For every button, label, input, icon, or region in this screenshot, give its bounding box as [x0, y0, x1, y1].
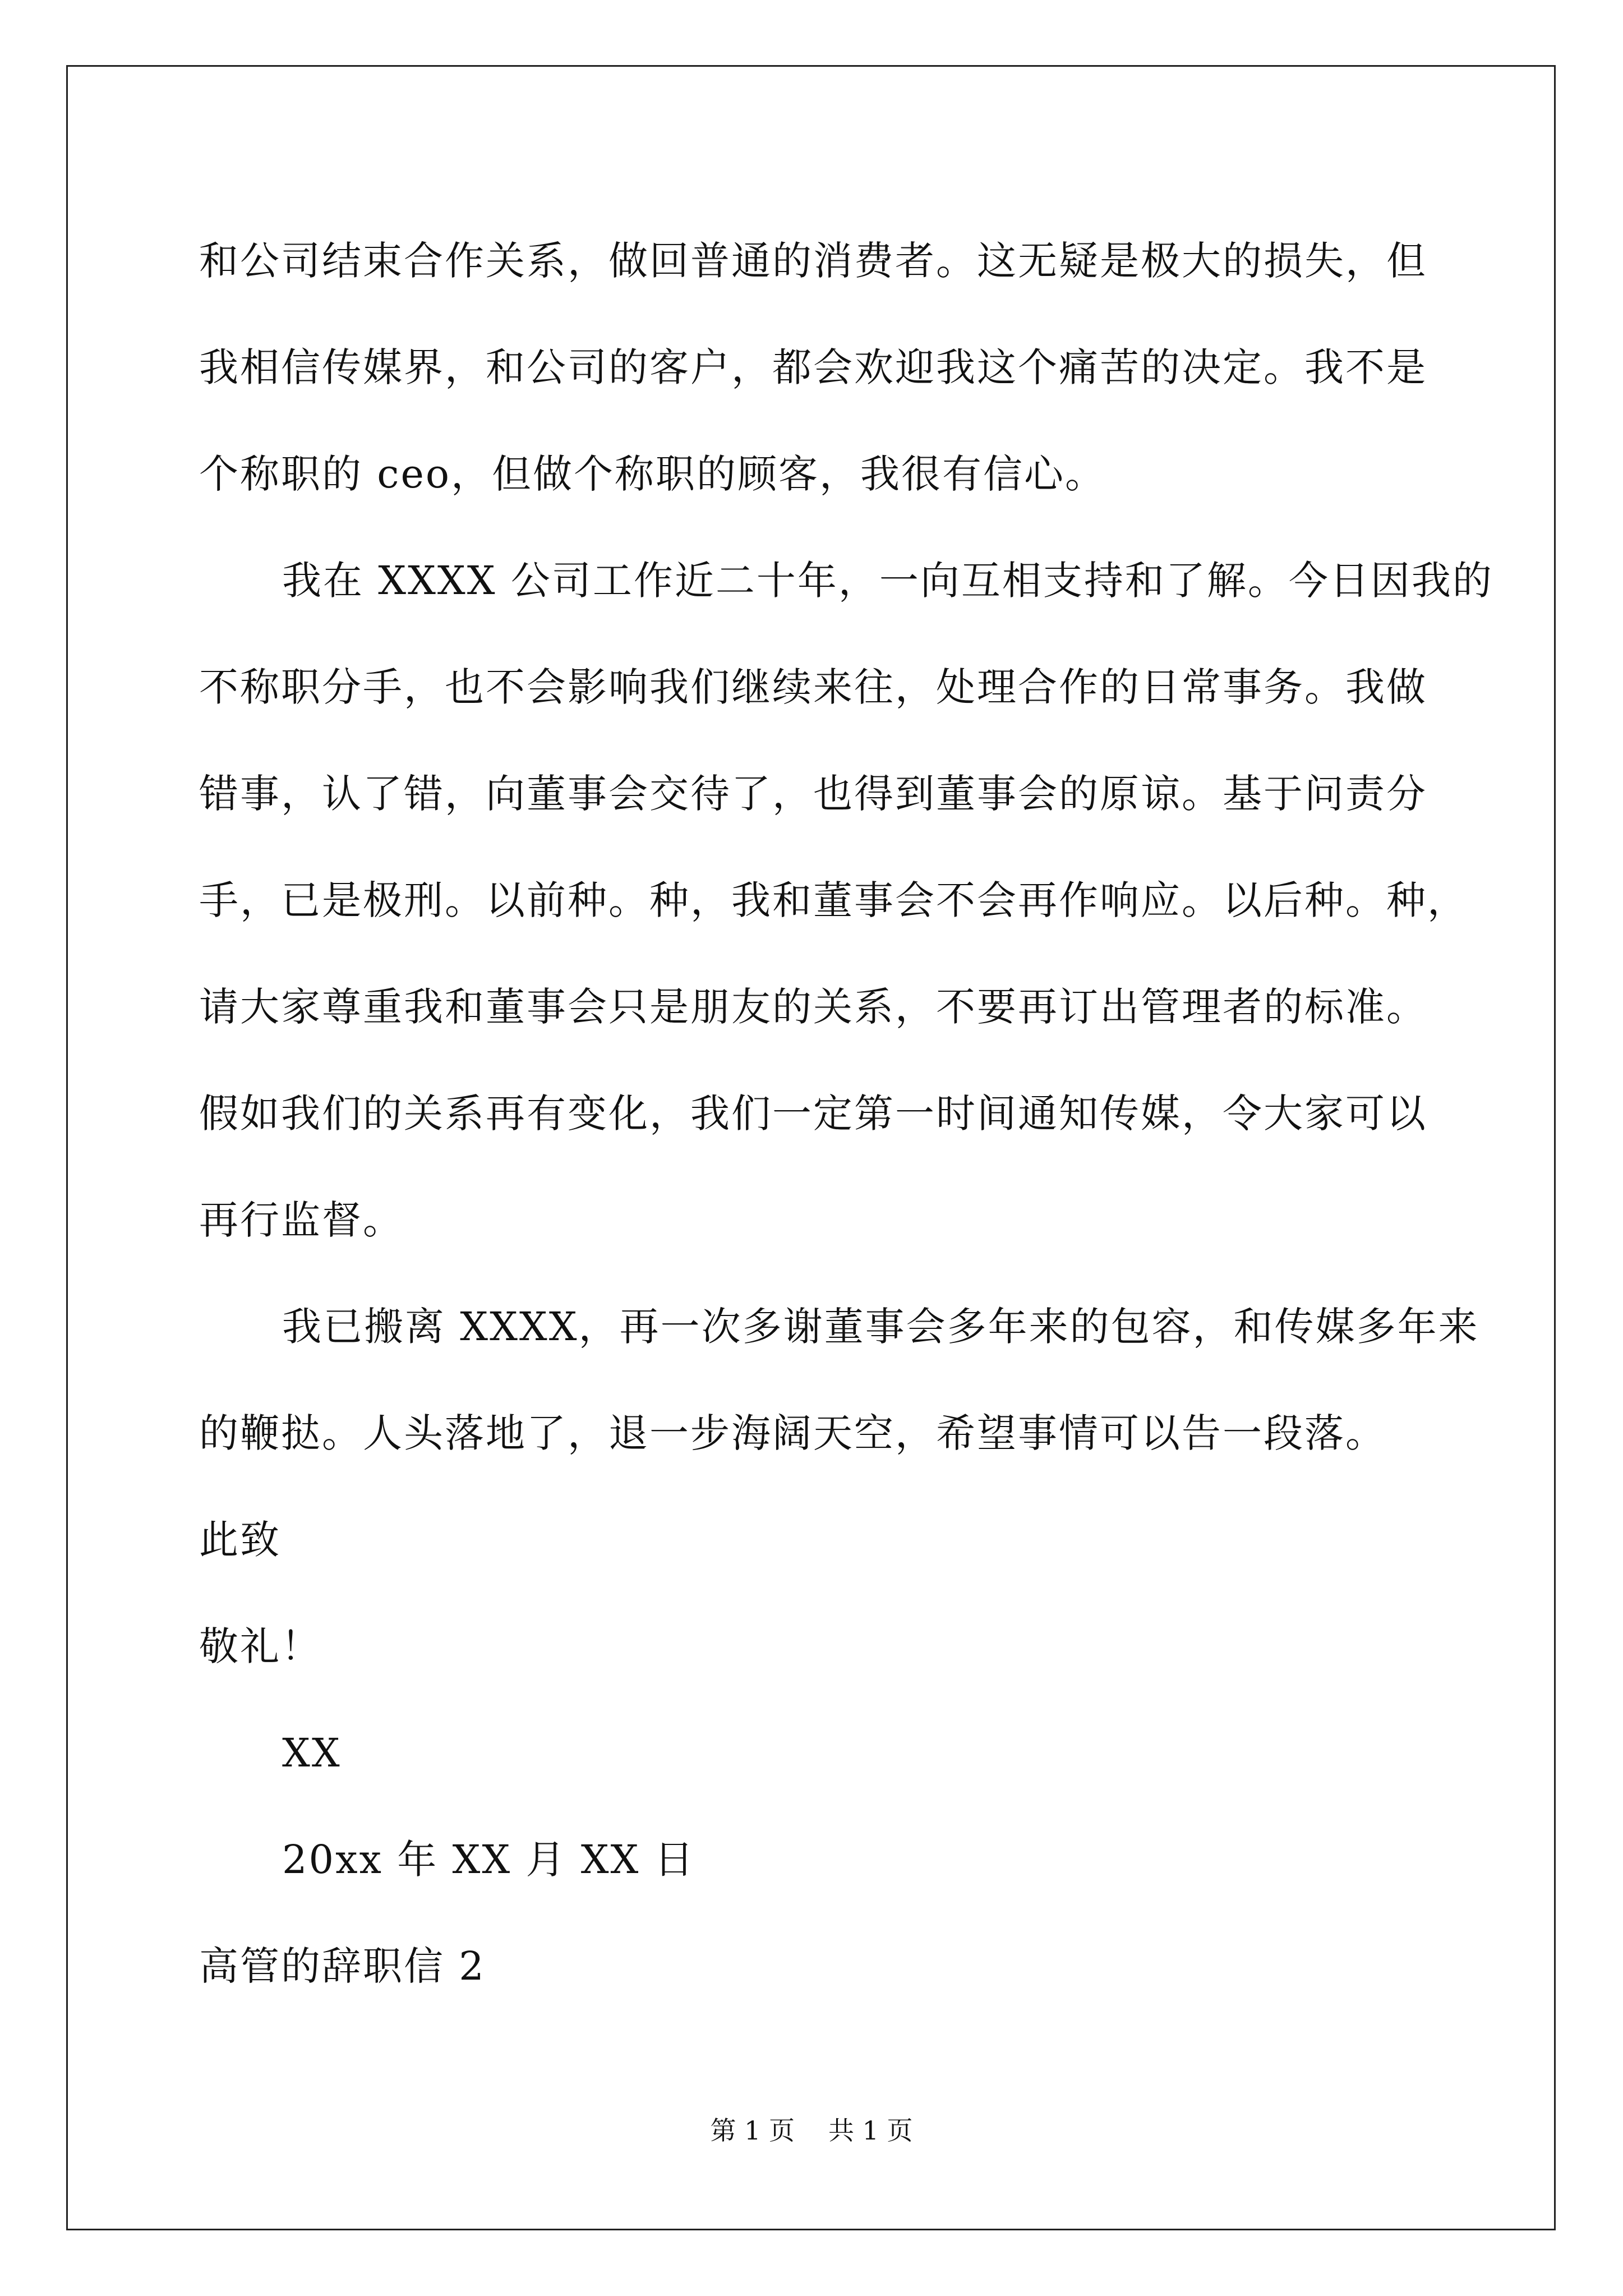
paragraph-line: 我已搬离 XXXX，再一次多谢董事会多年来的包容，和传媒多年来	[282, 1304, 1479, 1350]
paragraph-line: 我相信传媒界，和公司的客户，都会欢迎我这个痛苦的决定。我不是	[199, 344, 1427, 390]
page-number: 第 1 页	[710, 2115, 795, 2146]
paragraph-line: 的鞭挞。人头落地了，退一步海阔天空，希望事情可以告一段落。	[199, 1410, 1386, 1456]
page-total: 共 1 页	[828, 2115, 913, 2146]
page-footer	[0, 2114, 1623, 2147]
paragraph-line: 错事，认了错，向董事会交待了，也得到董事会的原谅。基于问责分	[199, 771, 1427, 817]
paragraph-line: 再行监督。	[199, 1197, 404, 1243]
signature-name: XX	[282, 1730, 342, 1776]
signature-date: 20xx 年 XX 月 XX 日	[282, 1837, 695, 1883]
section-title: 高管的辞职信 2	[199, 1943, 486, 1989]
document-body	[199, 208, 1493, 2019]
paragraph-line: 假如我们的关系再有变化，我们一定第一时间通知传媒，令大家可以	[199, 1091, 1427, 1137]
paragraph-line: 手，已是极刑。以前种。种，我和董事会不会再作响应。以后种。种，	[199, 877, 1468, 923]
paragraph-line: 不称职分手，也不会影响我们继续来往，处理合作的日常事务。我做	[199, 664, 1427, 710]
paragraph-line: 和公司结束合作关系，做回普通的消费者。这无疑是极大的损失，但	[199, 238, 1427, 284]
paragraph-line: 个称职的 ceo，但做个称职的顾客，我很有信心。	[199, 451, 1106, 497]
paragraph-line: 请大家尊重我和董事会只是朋友的关系，不要再订出管理者的标准。	[199, 984, 1427, 1030]
closing-regards: 敬礼！	[199, 1623, 322, 1669]
closing-salutation: 此致	[199, 1517, 281, 1563]
paragraph-line: 我在 XXXX 公司工作近二十年，一向互相支持和了解。今日因我的	[282, 558, 1493, 604]
